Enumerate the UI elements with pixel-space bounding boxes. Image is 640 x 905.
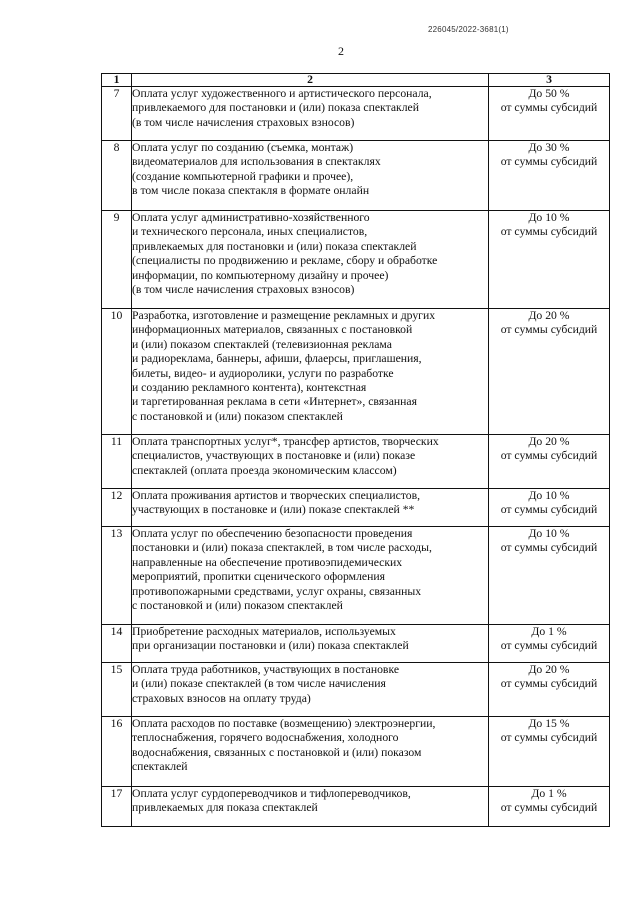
row-description: Оплата расходов по поставке (возмещению) электроэнергии, теплоснабжения, горячего водоснабжения, холодного водоснабжения, связанных с постановкой и (или) показом спектаклей (132, 717, 489, 787)
row-share: До 15 % от суммы субсидий (489, 717, 610, 787)
row-share: До 10 % от суммы субсидий (489, 489, 610, 527)
column-header-share: 3 (489, 74, 610, 87)
table-row (102, 309, 610, 435)
row-share: До 1 % от суммы субсидий (489, 625, 610, 663)
row-number: 8 (102, 141, 132, 211)
table-row (102, 87, 610, 141)
table-row (102, 141, 610, 211)
row-share: До 10 % от суммы субсидий (489, 211, 610, 309)
row-description: Оплата транспортных услуг*, трансфер артистов, творческих специалистов, участвующих в постановке и (или) показе спектаклей (оплата проезда экономическим классом) (132, 435, 489, 489)
row-description: Оплата услуг сурдопереводчиков и тифлопереводчиков, привлекаемых для показа спектаклей (132, 787, 489, 827)
row-share: До 30 % от суммы субсидий (489, 141, 610, 211)
table-row (102, 717, 610, 787)
row-description: Оплата услуг художественного и артистического персонала, привлекаемого для постановки и (или) показа спектаклей (в том числе начисления страховых взносов) (132, 87, 489, 141)
column-header-description: 2 (132, 74, 489, 87)
row-number: 12 (102, 489, 132, 527)
table-header-row (102, 74, 610, 87)
row-number: 14 (102, 625, 132, 663)
table-row (102, 527, 610, 625)
table-row (102, 787, 610, 827)
table-row (102, 435, 610, 489)
row-description: Приобретение расходных материалов, используемых при организации постановки и (или) показа спектаклей (132, 625, 489, 663)
row-number: 16 (102, 717, 132, 787)
row-share: До 1 % от суммы субсидий (489, 787, 610, 827)
row-share: До 20 % от суммы субсидий (489, 309, 610, 435)
row-description: Разработка, изготовление и размещение рекламных и других информационных материалов, связанных с постановкой и (или) показом спектаклей (телевизионная реклама и радиореклама, баннеры, афиши, флаерсы, приглашения, билеты, видео- и аудиоролики, услуги по разработке и созданию рекламного контента), контекстная и таргетированная реклама в сети «Интернет», связанная с постановкой и (или) показом спектаклей (132, 309, 489, 435)
row-number: 15 (102, 663, 132, 717)
row-number: 10 (102, 309, 132, 435)
row-description: Оплата услуг административно-хозяйственного и технического персонала, иных специалистов, привлекаемых для постановки и (или) показа спектаклей (специалисты по продвижению и рекламе, сбору и обработке информации, по компьютерному дизайну и прочее) (в том числе начисления страховых взносов) (132, 211, 489, 309)
table-row (102, 663, 610, 717)
row-number: 11 (102, 435, 132, 489)
row-number: 9 (102, 211, 132, 309)
row-description: Оплата услуг по созданию (съемка, монтаж) видеоматериалов для использования в спектаклях (создание компьютерной графики и прочее), в том числе показа спектакля в формате онлайн (132, 141, 489, 211)
row-share: До 20 % от суммы субсидий (489, 663, 610, 717)
row-number: 17 (102, 787, 132, 827)
table-row (102, 625, 610, 663)
row-number: 13 (102, 527, 132, 625)
expense-table (101, 73, 610, 827)
row-share: До 10 % от суммы субсидий (489, 527, 610, 625)
document-id: 226045/2022-3681(1) (428, 25, 509, 34)
row-description: Оплата услуг по обеспечению безопасности проведения постановки и (или) показа спектаклей, в том числе расходы, направленные на обеспечение противоэпидемических мероприятий, пропитки сценического оформления противопожарными средствами, услуг охраны, связанных с постановкой и (или) показом спектаклей (132, 527, 489, 625)
table-row (102, 211, 610, 309)
row-description: Оплата труда работников, участвующих в постановке и (или) показе спектаклей (в том числе начисления страховых взносов на оплату труда) (132, 663, 489, 717)
page-number: 2 (338, 44, 344, 58)
column-header-number: 1 (102, 74, 132, 87)
row-description: Оплата проживания артистов и творческих специалистов, участвующих в постановке и (или) показе спектаклей ** (132, 489, 489, 527)
table-body (102, 87, 610, 827)
row-share: До 20 % от суммы субсидий (489, 435, 610, 489)
row-share: До 50 % от суммы субсидий (489, 87, 610, 141)
table-row (102, 489, 610, 527)
row-number: 7 (102, 87, 132, 141)
